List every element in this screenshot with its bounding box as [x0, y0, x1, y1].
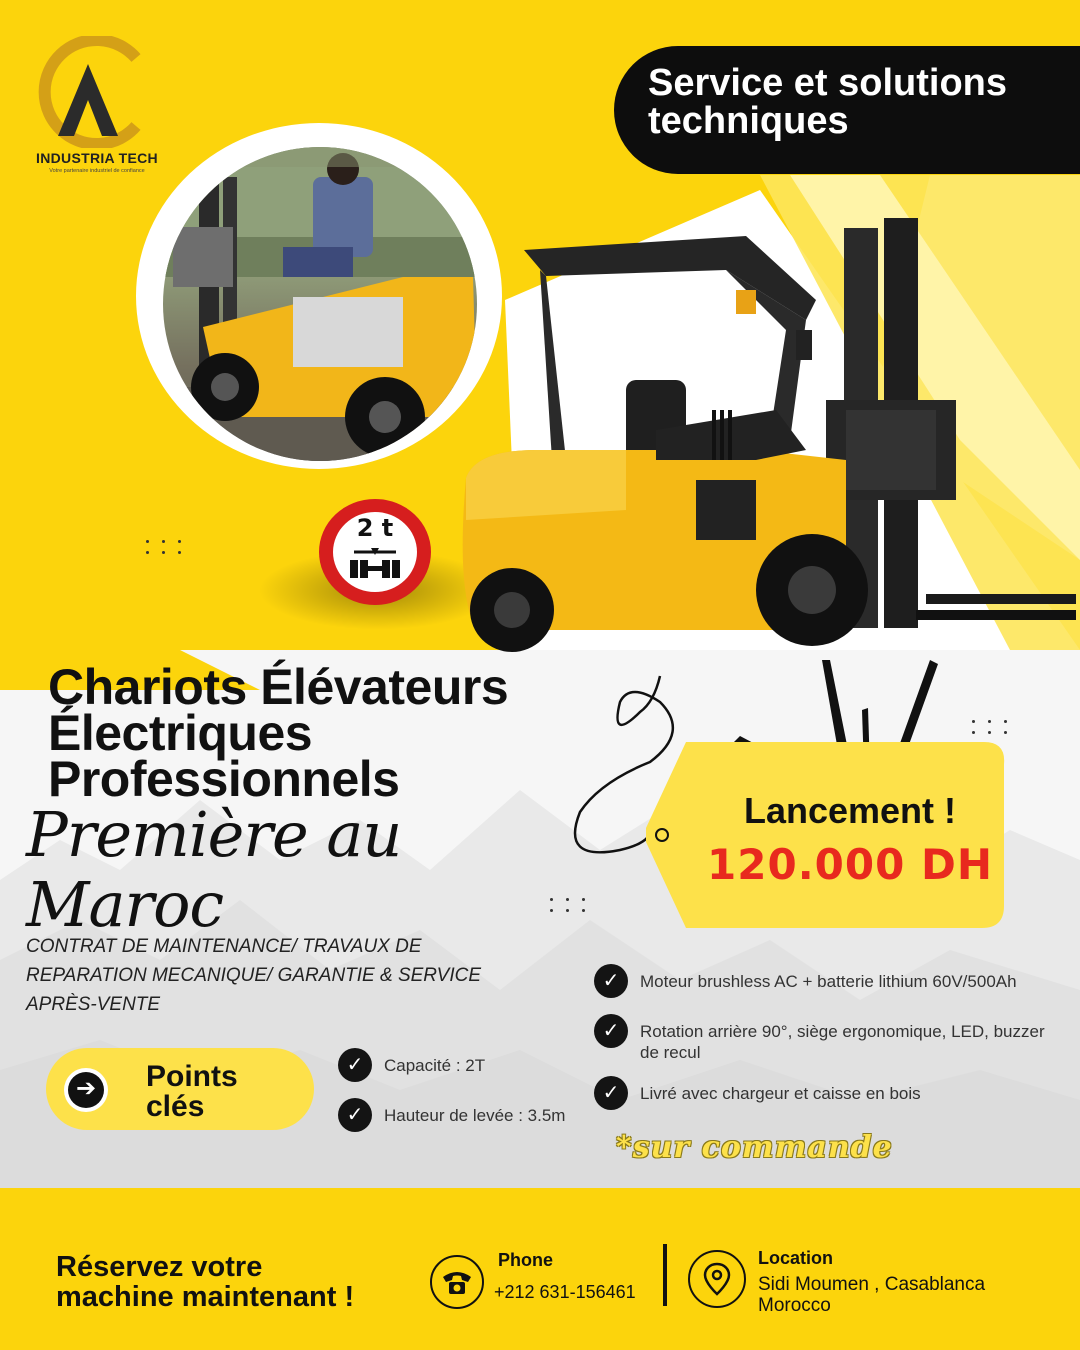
dots-decoration-center — [550, 898, 586, 912]
forklift-image — [456, 210, 1076, 660]
service-heading-line2: techniques — [648, 100, 849, 142]
key-points-label — [146, 1062, 286, 1122]
title-line2: Électriques — [48, 705, 313, 761]
key-points-label-line1: Points — [146, 1060, 238, 1093]
on-order-note: *sur commande — [616, 1130, 893, 1165]
bullet-text: Livré avec chargeur et caisse en bois — [640, 1084, 921, 1103]
bullet-text: Moteur brushless AC + batterie lithium 60V/500Ah — [640, 972, 1017, 991]
bullet-item — [338, 1048, 568, 1082]
location-address[interactable] — [758, 1274, 1058, 1316]
service-heading — [648, 64, 1068, 140]
script-subtitle: Première au Maroc — [26, 798, 402, 941]
footer-divider — [663, 1244, 667, 1306]
title-line3: Professionnels — [48, 751, 400, 807]
check-icon: ✓ — [594, 1076, 628, 1110]
bullet-item — [594, 1014, 1054, 1063]
main-title — [48, 659, 608, 807]
bullet-item — [594, 1076, 1054, 1110]
phone-label: Phone — [498, 1250, 554, 1270]
dots-decoration-left — [146, 540, 182, 554]
load-sign-icon — [316, 496, 434, 608]
arrow-right-icon: ➔ — [68, 1072, 104, 1108]
price-value: 120.000 DH — [707, 840, 993, 889]
phone-icon[interactable] — [440, 1265, 474, 1299]
title-line1: Chariots Élévateurs — [48, 659, 509, 715]
location-pin-icon[interactable] — [702, 1262, 732, 1296]
location-address-line2: Morocco — [758, 1295, 831, 1316]
contract-description: CONTRAT DE MAINTENANCE/ TRAVAUX DE REPARATION MECANIQUE/ GARANTIE & SERVICE APRÈS-VENTE — [26, 936, 482, 1015]
cta-line2: machine maintenant ! — [56, 1281, 355, 1313]
logo-mark — [28, 36, 148, 148]
service-heading-line1: Service et solutions — [648, 62, 1008, 104]
cta-line1: Réservez votre — [56, 1251, 263, 1283]
operator-forklift-illustration — [163, 147, 477, 461]
price-tag-shape — [646, 742, 1006, 928]
sign-weight: 2 t — [356, 514, 394, 542]
bullet-text: Capacité : 2T — [384, 1056, 486, 1075]
operator-photo — [163, 147, 477, 461]
cta-text — [56, 1252, 436, 1312]
phone-number[interactable]: +212 631-156461 — [494, 1282, 636, 1302]
check-icon: ✓ — [594, 1014, 628, 1048]
bullet-item — [594, 964, 1074, 998]
check-icon: ✓ — [594, 964, 628, 998]
launch-label: Lancement ! — [743, 790, 957, 831]
location-address-line1: Sidi Moumen , Casablanca — [758, 1274, 986, 1295]
bullet-item — [338, 1098, 568, 1132]
brand-name: INDUSTRIA TECH — [36, 150, 158, 166]
dots-decoration-right — [972, 720, 1008, 734]
check-icon: ✓ — [338, 1098, 372, 1132]
bullet-text: Hauteur de levée : 3.5m — [384, 1106, 566, 1125]
bullet-text: Rotation arrière 90°, siège ergonomique, LED, buzzer de recul — [640, 1022, 1045, 1062]
key-points-label-line2: clés — [146, 1090, 205, 1123]
brand-tagline: Votre partenaire industriel de confiance — [49, 168, 145, 174]
check-icon: ✓ — [338, 1048, 372, 1082]
location-label: Location — [758, 1248, 833, 1268]
